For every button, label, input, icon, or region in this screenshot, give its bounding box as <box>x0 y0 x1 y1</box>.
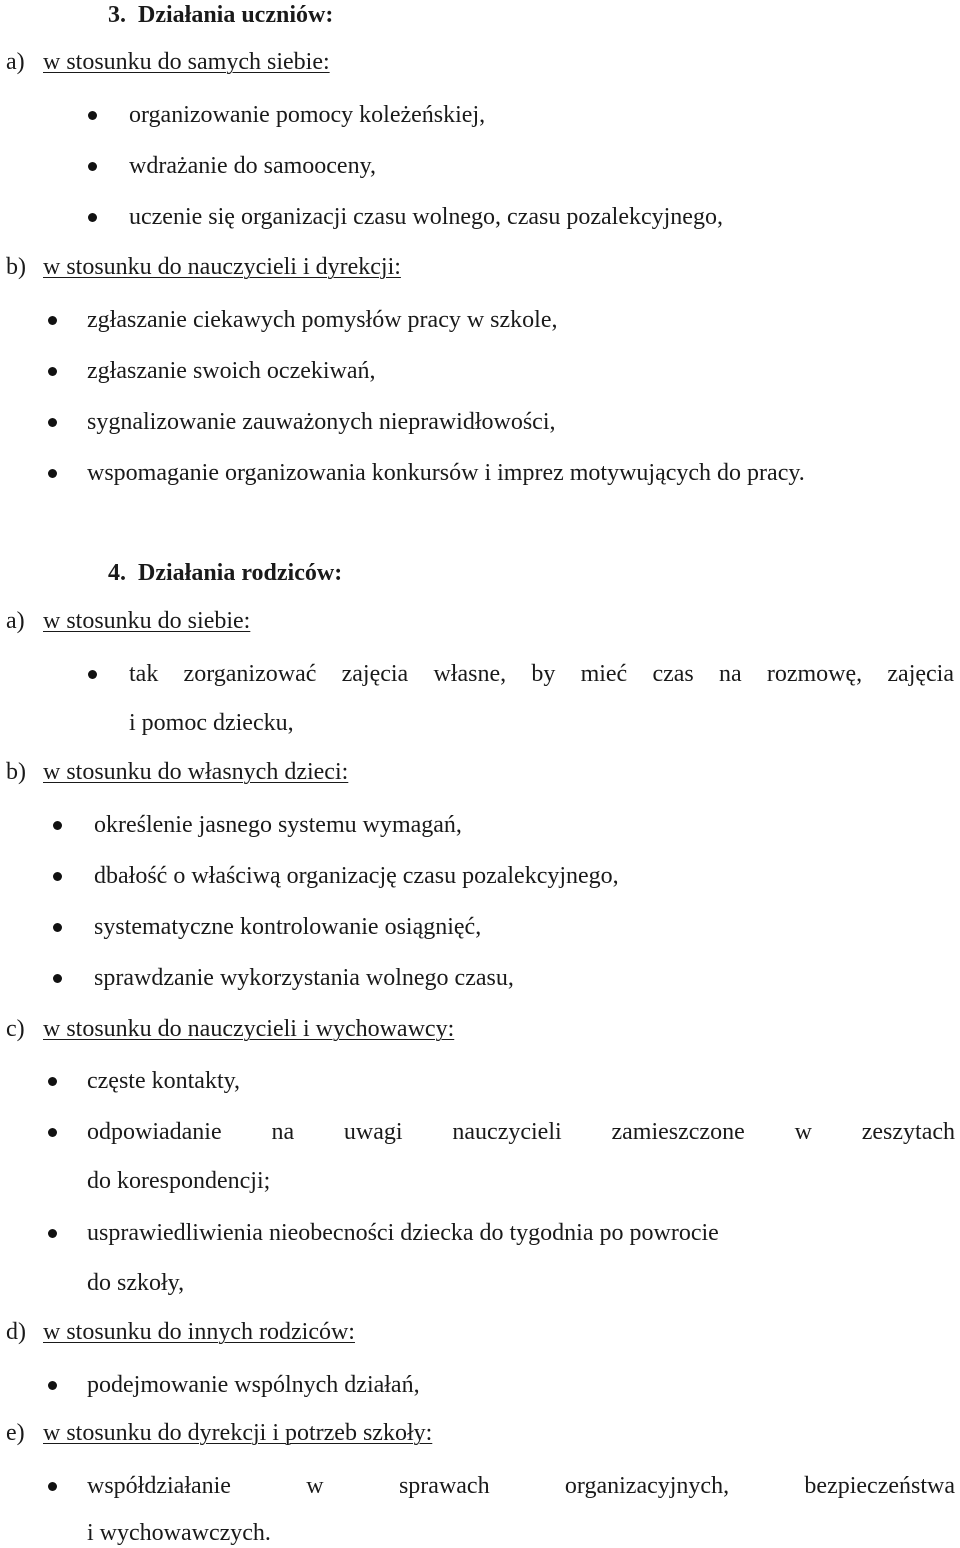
bullet-icon <box>88 111 97 120</box>
list-item: dbałość o właściwą organizację czasu pozalekcyjnego, <box>94 863 619 889</box>
list-item: wdrażanie do samooceny, <box>129 153 377 179</box>
list-item: uczenie się organizacji czasu wolnego, czasu pozalekcyjnego, <box>129 204 723 230</box>
bullet-icon <box>88 213 97 222</box>
section-4b-marker: b) <box>6 759 26 785</box>
bullet-icon <box>53 974 62 983</box>
section-4c-label: w stosunku do nauczycieli i wychowawcy: <box>43 1016 455 1042</box>
bullet-icon <box>88 670 97 679</box>
section-4-number: 4. <box>108 560 126 586</box>
section-4-heading <box>108 558 342 588</box>
section-4c-marker: c) <box>6 1016 25 1042</box>
section-4b-label: w stosunku do własnych dzieci: <box>43 759 349 785</box>
list-item: systematyczne kontrolowanie osiągnięć, <box>94 914 482 940</box>
section-3-title: Działania uczniów: <box>138 2 334 28</box>
section-4e-label: w stosunku do dyrekcji i potrzeb szkoły: <box>43 1420 433 1446</box>
bullet-icon <box>48 1482 57 1491</box>
list-item-continuation: do szkoły, <box>87 1270 185 1296</box>
section-4e-marker: e) <box>6 1420 25 1446</box>
list-item: zgłaszanie swoich oczekiwań, <box>87 358 376 384</box>
list-item-line: odpowiadanie na uwagi nauczycieli zamieszczone w zeszytach <box>87 1119 955 1145</box>
bullet-icon <box>48 1128 57 1137</box>
section-4-title: Działania rodziców: <box>138 560 343 586</box>
list-item-line: współdziałanie w sprawach organizacyjnych, bezpieczeństwa <box>87 1473 955 1499</box>
list-item-continuation: do korespondencji; <box>87 1168 271 1194</box>
list-item-continuation: i pomoc dziecku, <box>129 710 294 736</box>
list-item: określenie jasnego systemu wymagań, <box>94 812 462 838</box>
bullet-icon <box>48 1077 57 1086</box>
bullet-icon <box>48 1229 57 1238</box>
list-item: wspomaganie organizowania konkursów i imprez motywujących do pracy. <box>87 460 805 486</box>
section-4a-label: w stosunku do siebie: <box>43 608 251 634</box>
section-3-number: 3. <box>108 2 126 28</box>
section-3b-marker: b) <box>6 254 26 280</box>
list-item-continuation: i wychowawczych. <box>87 1520 271 1546</box>
bullet-icon <box>48 418 57 427</box>
section-4d-label: w stosunku do innych rodziców: <box>43 1319 355 1345</box>
bullet-icon <box>88 162 97 171</box>
section-3-heading <box>108 0 333 30</box>
list-item: zgłaszanie ciekawych pomysłów pracy w szkole, <box>87 307 558 333</box>
bullet-icon <box>53 821 62 830</box>
bullet-icon <box>53 872 62 881</box>
list-item: częste kontakty, <box>87 1068 241 1094</box>
list-item: sygnalizowanie zauważonych nieprawidłowości, <box>87 409 556 435</box>
list-item: organizowanie pomocy koleżeńskiej, <box>129 102 486 128</box>
section-4d-marker: d) <box>6 1319 26 1345</box>
bullet-icon <box>48 316 57 325</box>
list-item-line: tak zorganizować zajęcia własne, by mieć czas na rozmowę, zajęcia <box>129 661 954 687</box>
list-item: podejmowanie wspólnych działań, <box>87 1372 420 1398</box>
section-3a-marker: a) <box>6 49 25 75</box>
bullet-icon <box>53 923 62 932</box>
section-4a-marker: a) <box>6 608 25 634</box>
section-3a-label: w stosunku do samych siebie: <box>43 49 330 75</box>
list-item: sprawdzanie wykorzystania wolnego czasu, <box>94 965 514 991</box>
bullet-icon <box>48 1381 57 1390</box>
list-item-line: usprawiedliwienia nieobecności dziecka do tygodnia po powrocie <box>87 1220 719 1246</box>
bullet-icon <box>48 367 57 376</box>
bullet-icon <box>48 469 57 478</box>
section-3b-label: w stosunku do nauczycieli i dyrekcji: <box>43 254 401 280</box>
